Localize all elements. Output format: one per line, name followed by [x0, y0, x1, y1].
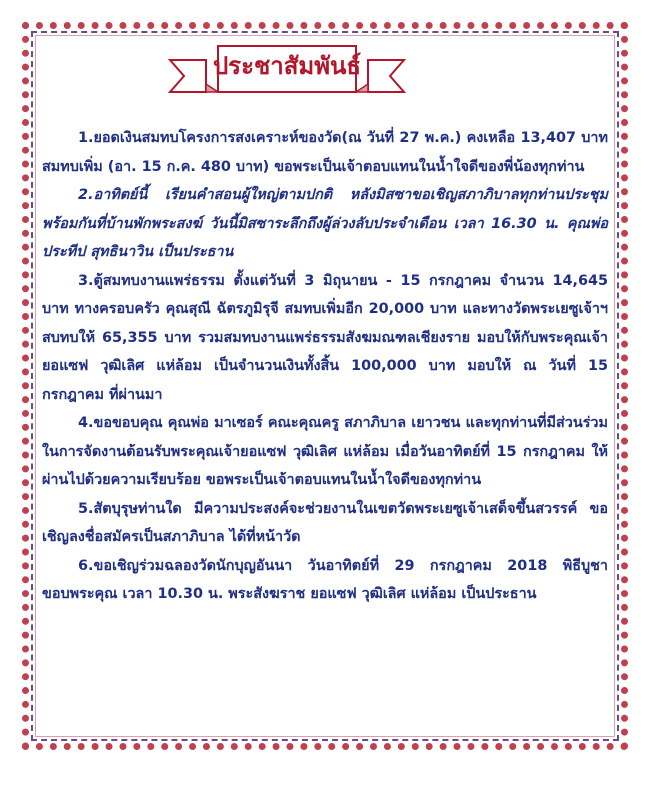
announcement-item-5: 5.สัตบุรุษท่านใด มีความประสงค์จะช่วยงานในเขตวัดพระเยซูเจ้าเสด็จขึ้นสวรรค์ ขอเชิญลงชื่อสมัครเป็นสภาภิบาล ได้ที่หน้าวัด	[42, 500, 608, 545]
page-title: ประชาสัมพันธ์	[212, 51, 362, 80]
announcement-list	[42, 124, 608, 609]
announcement-item-6: 6.ขอเชิญร่วมฉลองวัดนักบุญอันนา วันอาทิตย์ที่ 29 กรกฎาคม 2018 พิธีบูชาขอบพระคุณ เวลา 10.30 น. พระสังฆราช ยอแซฟ วุฒิเลิศ แห่ล้อม เป็นประธาน	[42, 557, 608, 602]
title-banner	[162, 38, 412, 108]
announcement-item-3: 3.ตู้สมทบงานแพร่ธรรม ตั้งแต่วันที่ 3 มิถุนายน - 15 กรกฎาคม จำนวน 14,645 บาท ทางครอบครัว คุณสุณี ฉัตรภูมิรุจี สมทบเพิ่มอีก 20,000 บาท และทางวัดพระเยซูเจ้าฯ สบทบให้ 65,355 บาท รวมสมทบงานแพร่ธรรมสังฆมณฑลเชียงราย มอบให้กับพระคุณเจ้ายอแซฟ วุฒิเลิศ แห่ล้อม เป็นจำนวนเงินทั้งสิ้น 100,000 บาท มอบให้ ณ วันที่ 15 กรกฎาคม ที่ผ่านมา	[42, 272, 608, 403]
announcement-item-1: 1.ยอดเงินสมทบโครงการสงเคราะห์ของวัด(ณ วันที่ 27 พ.ค.) คงเหลือ 13,407 บาท สมทบเพิ่ม (อา. 15 ก.ค. 480 บาท) ขอพระเป็นเจ้าตอบแทนในน้ำใจดีของพี่น้องทุกท่าน	[42, 130, 608, 175]
announcement-item-2: 2.อาทิตย์นี้ เรียนคำสอนผู้ใหญ่ตามปกติ หลังมิสซาขอเชิญสภาภิบาลทุกท่านประชุมพร้อมกันที่บ้านพักพระสงฆ์ วันนี้มิสซาระลึกถึงผู้ล่วงลับประจำเดือน เวลา 16.30 น. คุณพ่อประทีป สุทธินาวิน เป็นประธาน	[42, 187, 608, 260]
announcement-item-4: 4.ขอขอบคุณ คุณพ่อ มาเซอร์ คณะคุณครู สภาภิบาล เยาวชน และทุกท่านที่มีส่วนร่วมในการจัดงานต้อนรับพระคุณเจ้ายอแซฟ วุฒิเลิศ แห่ล้อม เมื่อวันอาทิตย์ที่ 15 กรกฎาคม ให้ผ่านไปด้วยความเรียบร้อย ขอพระเป็นเจ้าตอบแทนในน้ำใจดีของทุกท่าน	[42, 415, 608, 488]
